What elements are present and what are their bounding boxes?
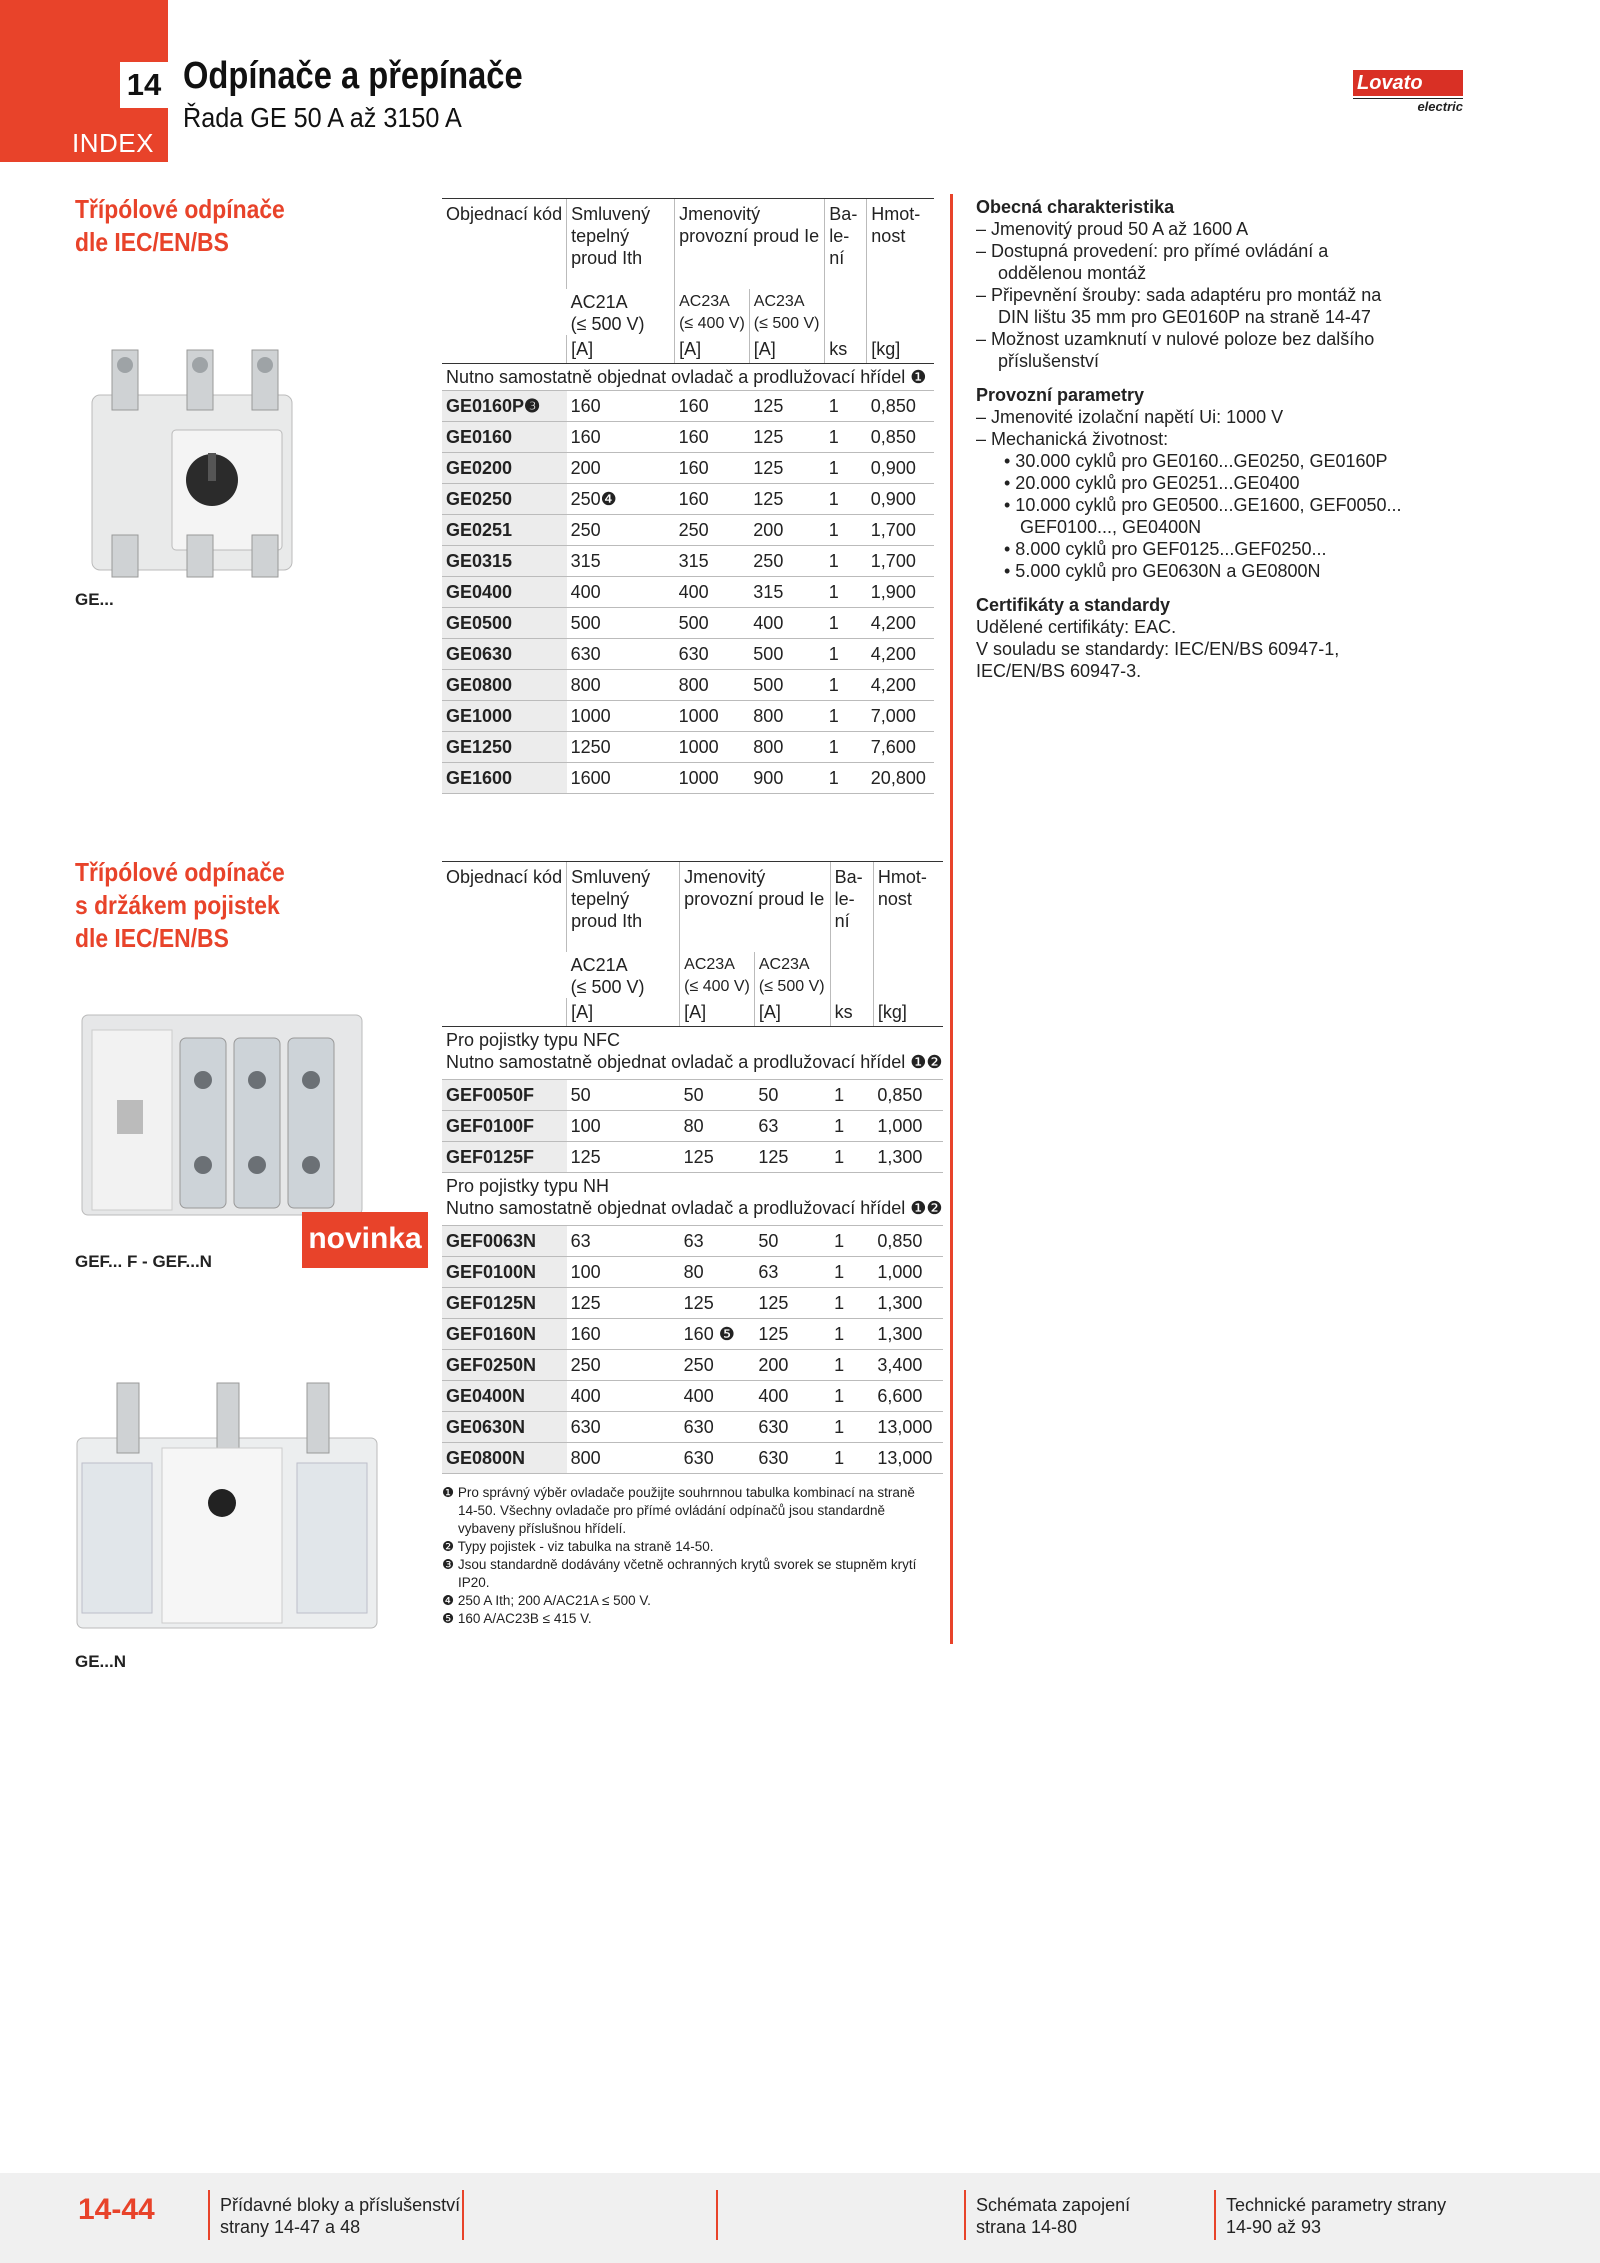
- table-cell: 1: [830, 1350, 873, 1381]
- general-item[interactable]: – Připevnění šrouby: sada adaptéru pro montáž na DIN lištu 35 mm pro GE0160P na straně 14-47: [976, 285, 1382, 327]
- table-cell: 4,200: [867, 639, 934, 670]
- header-ith: Smluvený tepelný proud Ith: [567, 199, 675, 290]
- unit-cell: [A]: [680, 998, 755, 1027]
- footnote: ❷ Typy pojistek - viz tabulka na straně 14-50.: [442, 1539, 714, 1554]
- chapter-number: 14: [120, 62, 168, 108]
- footer-separator: [1214, 2190, 1216, 2240]
- table-cell: 160: [675, 453, 750, 484]
- table-cell: 125: [680, 1142, 755, 1173]
- characteristics-column: [976, 196, 1406, 694]
- header-ac21: AC21A (≤ 500 V): [570, 292, 645, 334]
- index-link[interactable]: INDEX: [72, 128, 154, 158]
- order-code: GE0251: [442, 515, 567, 546]
- table-cell: 1600: [567, 763, 675, 794]
- table-cell: 160: [567, 391, 675, 422]
- order-code: GEF0125F: [442, 1142, 567, 1173]
- order-code: GE1000: [442, 701, 567, 732]
- table-cell: 125: [749, 422, 825, 453]
- footnotes: [442, 1484, 922, 1628]
- section1-product-table: [442, 198, 934, 794]
- section2-product-table: [442, 861, 943, 1474]
- table-cell: 800: [749, 701, 825, 732]
- header-pack: Ba- le- ní: [825, 199, 867, 336]
- table-cell: 630: [567, 1412, 680, 1443]
- table-row: [442, 1381, 943, 1412]
- order-code: GEF0100N: [442, 1257, 567, 1288]
- order-code: GE0315: [442, 546, 567, 577]
- table-cell: 250: [675, 515, 750, 546]
- table-cell: 500: [749, 670, 825, 701]
- header-ith: Smluvený tepelný proud Ith: [567, 862, 680, 953]
- table-cell: 1: [825, 732, 867, 763]
- novinka-badge: novinka: [302, 1212, 428, 1268]
- table-cell: 1,700: [867, 546, 934, 577]
- order-code: GEF0160N: [442, 1319, 567, 1350]
- table-cell: 160: [675, 484, 750, 515]
- table-cell: 125: [754, 1319, 830, 1350]
- table-header-row: [442, 199, 934, 290]
- footnote: ❶ Pro správný výběr ovladače použijte souhrnnou tabulka kombinací na straně 14-50. Všechny ovladače pro přímé ovládání odpínačů jsou standardně vybaveny příslušnou hřídelí.: [442, 1485, 915, 1536]
- table-cell: 1000: [675, 763, 750, 794]
- table-cell: 80: [680, 1111, 755, 1142]
- table-cell: 160: [675, 391, 750, 422]
- table-cell: 1000: [567, 701, 675, 732]
- header-weight: Hmot- nost: [867, 199, 934, 336]
- order-code: GE1250: [442, 732, 567, 763]
- life-item[interactable]: • 30.000 cyklů pro GE0160...GE0250, GE0160P: [1004, 451, 1388, 471]
- general-item: – Jmenovitý proud 50 A až 1600 A: [976, 219, 1249, 239]
- table-cell: 500: [675, 608, 750, 639]
- table-cell: 1: [830, 1288, 873, 1319]
- table-cell: 1,300: [873, 1319, 942, 1350]
- header-ie: Jmenovitý provozní proud Ie: [675, 199, 825, 290]
- table-cell: 315: [749, 577, 825, 608]
- order-code: GEF0063N: [442, 1226, 567, 1257]
- footnote: ❺ 160 A/AC23B ≤ 415 V.: [442, 1611, 592, 1626]
- table-cell: 1: [830, 1226, 873, 1257]
- table-cell: 1: [830, 1142, 873, 1173]
- section2-title-line: s držákem pojistek: [75, 890, 280, 920]
- table-cell: 800: [567, 670, 675, 701]
- table-cell: 200: [567, 453, 675, 484]
- header-pack: Ba- le- ní: [830, 862, 873, 999]
- header-weight: Hmot- nost: [873, 862, 942, 999]
- group-nh-note: Pro pojistky typu NH Nutno samostatně objednat ovladač a prodlužovací hřídel ❶❷: [442, 1173, 943, 1226]
- order-code: GE0800N: [442, 1443, 567, 1474]
- table-cell: 0,850: [867, 391, 934, 422]
- table-cell: 1250: [567, 732, 675, 763]
- table-cell: 1,300: [873, 1142, 942, 1173]
- gef-fuse-switch-image: [72, 1000, 382, 1230]
- unit-cell: ks: [825, 335, 867, 364]
- table-row: [442, 1319, 943, 1350]
- unit-cell: [A]: [567, 998, 680, 1027]
- table-row: [442, 701, 934, 732]
- operating-item: – Jmenovité izolační napětí Ui: 1000 V: [976, 407, 1284, 427]
- order-code: GE0160: [442, 422, 567, 453]
- table-cell: 630: [675, 639, 750, 670]
- table-row: [442, 639, 934, 670]
- table-cell: 1,900: [867, 577, 934, 608]
- table-cell: 630: [567, 639, 675, 670]
- order-code: GE0200: [442, 453, 567, 484]
- table-cell: 63: [754, 1111, 830, 1142]
- life-item[interactable]: • 10.000 cyklů pro GE0500...GE1600, GEF0050... GEF0100..., GE0400N: [1004, 495, 1402, 537]
- order-code: GE0400: [442, 577, 567, 608]
- footer-separator: [716, 2190, 718, 2240]
- ge-n-switch-image: [72, 1378, 382, 1638]
- table-row: [442, 670, 934, 701]
- table-cell: 13,000: [873, 1412, 942, 1443]
- table-cell: 500: [749, 639, 825, 670]
- table-cell: 400: [567, 1381, 680, 1412]
- table-row: [442, 422, 934, 453]
- header-ie: Jmenovitý provozní proud Ie: [680, 862, 830, 953]
- operating-title: Provozní parametry: [976, 385, 1145, 405]
- table-cell: 6,600: [873, 1381, 942, 1412]
- unit-cell: ks: [830, 998, 873, 1027]
- table-row: [442, 763, 934, 794]
- header-ac23b: AC23A (≤ 500 V): [754, 952, 830, 998]
- table-cell: 500: [567, 608, 675, 639]
- table-cell: 13,000: [873, 1443, 942, 1474]
- ge-switch-image: [72, 335, 332, 580]
- order-code: GE0800: [442, 670, 567, 701]
- table-cell: 63: [680, 1226, 755, 1257]
- header-ac23b: AC23A (≤ 500 V): [749, 289, 825, 335]
- table-cell: 630: [754, 1443, 830, 1474]
- table-cell: 400: [567, 577, 675, 608]
- table-cell: 160: [675, 422, 750, 453]
- section2-image-caption-1: GEF... F - GEF...N: [75, 1252, 212, 1271]
- section1-title-line: Třípólové odpínače: [75, 194, 285, 224]
- page-title: Odpínače a přepínače: [183, 55, 523, 97]
- lovato-logo: [1353, 70, 1463, 114]
- table-group-row: [442, 1027, 943, 1080]
- table-cell: 630: [754, 1412, 830, 1443]
- table-cell: 400: [754, 1381, 830, 1412]
- header-code: Objednací kód: [442, 199, 567, 336]
- footer-separator: [462, 2190, 464, 2240]
- table-cell: 50: [754, 1226, 830, 1257]
- section2-image-caption-2: GE...N: [75, 1652, 127, 1671]
- order-code: GE0250: [442, 484, 567, 515]
- header-ac23a: AC23A (≤ 400 V): [675, 289, 750, 335]
- table-cell: 125: [567, 1288, 680, 1319]
- table-cell: 1,000: [873, 1111, 942, 1142]
- table-cell: 0,900: [867, 484, 934, 515]
- table-cell: 400: [675, 577, 750, 608]
- table-cell: 7,000: [867, 701, 934, 732]
- table-cell: 125: [749, 484, 825, 515]
- table-cell: 630: [680, 1412, 755, 1443]
- table-cell: 0,900: [867, 453, 934, 484]
- footer-link-wiring[interactable]: Schémata zapojení strana 14-80: [976, 2195, 1131, 2237]
- table-cell: 1: [825, 639, 867, 670]
- table-cell: 250❹: [567, 484, 675, 515]
- table-row: [442, 1412, 943, 1443]
- table-cell: 125: [754, 1142, 830, 1173]
- table-cell: 160 ❺: [680, 1319, 755, 1350]
- table-units-row: [442, 998, 943, 1027]
- table-cell: 1: [830, 1443, 873, 1474]
- table-cell: 1,700: [867, 515, 934, 546]
- table-note-row: [442, 364, 934, 391]
- footer-link-accessories[interactable]: Přídavné bloky a příslušenství strany 14-47 a 48: [220, 2195, 461, 2237]
- general-item: – Možnost uzamknutí v nulové poloze bez dalšího příslušenství: [976, 329, 1375, 371]
- table-cell: 100: [567, 1111, 680, 1142]
- table-row: [442, 608, 934, 639]
- table-cell: 200: [749, 515, 825, 546]
- table-cell: 4,200: [867, 608, 934, 639]
- table-cell: 1: [830, 1257, 873, 1288]
- table-cell: 315: [675, 546, 750, 577]
- table-row: [442, 515, 934, 546]
- footer-separator: [208, 2190, 210, 2240]
- table-cell: 1: [825, 546, 867, 577]
- table-group-row: [442, 1173, 943, 1226]
- general-title: Obecná charakteristika: [976, 197, 1175, 217]
- order-code: GEF0125N: [442, 1288, 567, 1319]
- table-row: [442, 546, 934, 577]
- table-cell: 50: [754, 1080, 830, 1111]
- order-code: GE0160P❸: [442, 391, 567, 422]
- table-cell: 1: [825, 670, 867, 701]
- table-cell: 1000: [675, 701, 750, 732]
- table-units-row: [442, 335, 934, 364]
- table-cell: 1: [830, 1080, 873, 1111]
- section2-title: [75, 856, 285, 955]
- table-note: Nutno samostatně objednat ovladač a prodlužovací hřídel ❶: [442, 364, 934, 391]
- order-code: GE0400N: [442, 1381, 567, 1412]
- table-cell: 50: [680, 1080, 755, 1111]
- table-cell: 800: [749, 732, 825, 763]
- order-code: GE1600: [442, 763, 567, 794]
- table-row: [442, 1142, 943, 1173]
- cert-line: Udělené certifikáty: EAC.: [976, 617, 1177, 637]
- footnote: ❹ 250 A Ith; 200 A/AC21A ≤ 500 V.: [442, 1593, 651, 1608]
- table-cell: 1: [825, 484, 867, 515]
- table-cell: 50: [567, 1080, 680, 1111]
- table-cell: 0,850: [873, 1080, 942, 1111]
- table-cell: 125: [567, 1142, 680, 1173]
- section1-image-caption: GE...: [75, 590, 114, 609]
- table-cell: 0,850: [867, 422, 934, 453]
- table-cell: 800: [567, 1443, 680, 1474]
- table-row: [442, 1350, 943, 1381]
- table-row: [442, 1257, 943, 1288]
- table-cell: 1: [825, 422, 867, 453]
- life-item: • 8.000 cyklů pro GEF0125...GEF0250...: [1004, 539, 1327, 559]
- table-cell: 1: [830, 1412, 873, 1443]
- order-code: GEF0250N: [442, 1350, 567, 1381]
- table-cell: 1,000: [873, 1257, 942, 1288]
- footer-separator: [964, 2190, 966, 2240]
- table-cell: 125: [680, 1288, 755, 1319]
- table-cell: 160: [567, 422, 675, 453]
- section2-title-line: dle IEC/EN/BS: [75, 923, 229, 953]
- table-row: [442, 484, 934, 515]
- table-row: [442, 577, 934, 608]
- table-header-row: [442, 862, 943, 953]
- cert-title: Certifikáty a standardy: [976, 595, 1171, 615]
- table-cell: 250: [567, 515, 675, 546]
- table-cell: 100: [567, 1257, 680, 1288]
- table-cell: 3,400: [873, 1350, 942, 1381]
- logo-subtext: electric: [1353, 98, 1463, 114]
- life-item[interactable]: • 5.000 cyklů pro GE0630N a GE0800N: [1004, 561, 1321, 581]
- table-cell: 400: [749, 608, 825, 639]
- table-cell: 1000: [675, 732, 750, 763]
- section1-title: [75, 193, 285, 259]
- table-cell: 1: [830, 1381, 873, 1412]
- order-code: GE0630N: [442, 1412, 567, 1443]
- table-row: [442, 391, 934, 422]
- header-ac23a: AC23A (≤ 400 V): [680, 952, 755, 998]
- logo-text: Lovato: [1353, 70, 1463, 96]
- cert-line: V souladu se standardy: IEC/EN/BS 60947-1, IEC/EN/BS 60947-3.: [976, 639, 1340, 681]
- table-cell: 900: [749, 763, 825, 794]
- table-cell: 1: [825, 608, 867, 639]
- table-cell: 1,300: [873, 1288, 942, 1319]
- footer-link-technical[interactable]: Technické parametry strany 14-90 až 93: [1226, 2195, 1447, 2237]
- unit-cell: [A]: [754, 998, 830, 1027]
- table-cell: 1: [825, 515, 867, 546]
- life-item[interactable]: • 20.000 cyklů pro GE0251...GE0400: [1004, 473, 1300, 493]
- table-cell: 250: [567, 1350, 680, 1381]
- operating-item: – Mechanická životnost:: [976, 429, 1169, 449]
- table-row: [442, 1111, 943, 1142]
- header-ac21: AC21A (≤ 500 V): [570, 955, 645, 997]
- table-cell: 63: [567, 1226, 680, 1257]
- table-row: [442, 1226, 943, 1257]
- table-cell: 63: [754, 1257, 830, 1288]
- section2-title-line: Třípólové odpínače: [75, 857, 285, 887]
- order-code: GE0500: [442, 608, 567, 639]
- table-cell: 0,850: [873, 1226, 942, 1257]
- table-cell: 1: [825, 701, 867, 732]
- table-cell: 800: [675, 670, 750, 701]
- table-cell: 125: [749, 391, 825, 422]
- column-divider: [950, 194, 953, 1644]
- general-item: – Dostupná provedení: pro přímé ovládání a oddělenou montáž: [976, 241, 1329, 283]
- order-code: GEF0050F: [442, 1080, 567, 1111]
- table-cell: 1: [830, 1111, 873, 1142]
- table-cell: 125: [754, 1288, 830, 1319]
- table-row: [442, 1288, 943, 1319]
- table-cell: 1: [830, 1319, 873, 1350]
- page-subtitle: Řada GE 50 A až 3150 A: [183, 102, 462, 133]
- table-cell: 400: [680, 1381, 755, 1412]
- page-number: 14-44: [78, 2193, 155, 2226]
- unit-cell: [A]: [567, 335, 675, 364]
- order-code: GE0630: [442, 639, 567, 670]
- table-cell: 20,800: [867, 763, 934, 794]
- table-cell: 315: [567, 546, 675, 577]
- table-cell: 4,200: [867, 670, 934, 701]
- unit-cell: [A]: [675, 335, 750, 364]
- table-row: [442, 732, 934, 763]
- unit-cell: [A]: [749, 335, 825, 364]
- unit-cell: [kg]: [867, 335, 934, 364]
- table-cell: 160: [567, 1319, 680, 1350]
- table-cell: 125: [749, 453, 825, 484]
- table-row: [442, 453, 934, 484]
- table-cell: 1: [825, 577, 867, 608]
- group-nfc-note: Pro pojistky typu NFC Nutno samostatně objednat ovladač a prodlužovací hřídel ❶❷: [442, 1027, 943, 1080]
- table-cell: 1: [825, 763, 867, 794]
- table-cell: 250: [749, 546, 825, 577]
- table-cell: 630: [680, 1443, 755, 1474]
- order-code: GEF0100F: [442, 1111, 567, 1142]
- section1-title-line: dle IEC/EN/BS: [75, 227, 229, 257]
- table-row: [442, 1443, 943, 1474]
- table-cell: 250: [680, 1350, 755, 1381]
- footnote: ❸ Jsou standardně dodávány včetně ochranných krytů svorek se stupněm krytí IP20.: [442, 1557, 917, 1590]
- unit-cell: [kg]: [873, 998, 942, 1027]
- table-cell: 7,600: [867, 732, 934, 763]
- table-row: [442, 1080, 943, 1111]
- table-cell: 200: [754, 1350, 830, 1381]
- table-cell: 1: [825, 453, 867, 484]
- header-code: Objednací kód: [442, 862, 567, 999]
- table-cell: 80: [680, 1257, 755, 1288]
- table-cell: 1: [825, 391, 867, 422]
